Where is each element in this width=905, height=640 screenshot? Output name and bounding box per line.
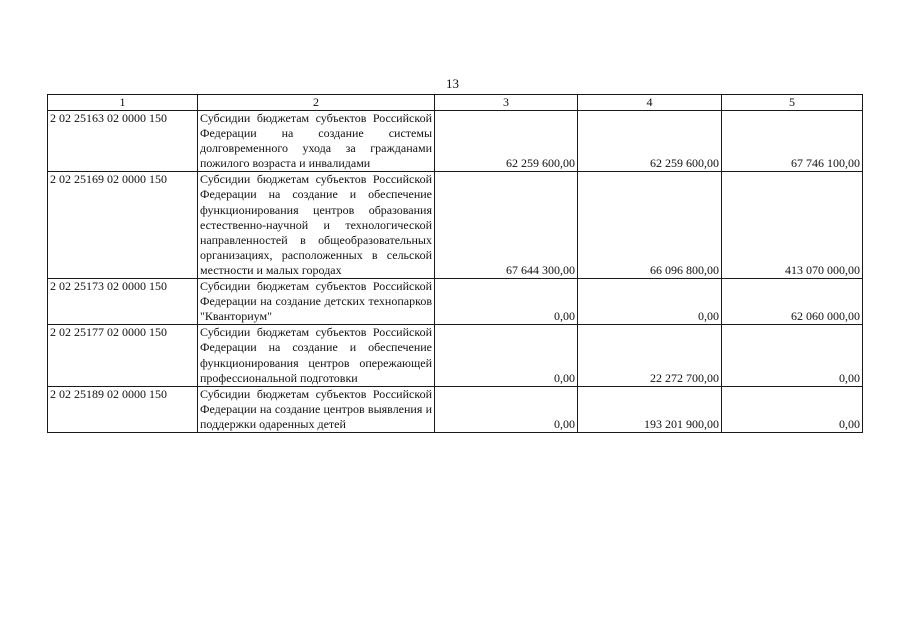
page-number: 13 [446, 76, 459, 91]
column-header-1: 1 [48, 95, 198, 111]
amount-col5-cell: 62 060 000,00 [722, 279, 863, 325]
column-header-4: 4 [578, 95, 722, 111]
amount-col4-cell: 66 096 800,00 [578, 172, 722, 279]
budget-table [47, 94, 863, 433]
table-row [48, 386, 863, 432]
amount-col4-cell: 0,00 [578, 279, 722, 325]
description-cell: Субсидии бюджетам субъектов Российской Федерации на создание центров выявления и поддержки одаренных детей [198, 386, 435, 432]
description-cell: Субсидии бюджетам субъектов Российской Федерации на создание детских технопарков "Кванториум" [198, 279, 435, 325]
amount-col5-cell: 67 746 100,00 [722, 111, 863, 172]
amount-col3-cell: 0,00 [435, 325, 578, 386]
column-header-3: 3 [435, 95, 578, 111]
amount-col4-cell: 193 201 900,00 [578, 386, 722, 432]
table-row [48, 325, 863, 386]
amount-col4-cell: 62 259 600,00 [578, 111, 722, 172]
column-header-5: 5 [722, 95, 863, 111]
amount-col3-cell: 0,00 [435, 279, 578, 325]
amount-col3-cell: 67 644 300,00 [435, 172, 578, 279]
table-row [48, 279, 863, 325]
table-row [48, 111, 863, 172]
budget-code-cell: 2 02 25169 02 0000 150 [48, 172, 198, 279]
description-cell: Субсидии бюджетам субъектов Российской Федерации на создание системы долговременного ухода за гражданами пожилого возраста и инвалидами [198, 111, 435, 172]
header-row [48, 95, 863, 111]
budget-code-cell: 2 02 25189 02 0000 150 [48, 386, 198, 432]
description-cell: Субсидии бюджетам субъектов Российской Федерации на создание и обеспечение функционирования центров опережающей профессиональной подготовки [198, 325, 435, 386]
amount-col5-cell: 413 070 000,00 [722, 172, 863, 279]
amount-col5-cell: 0,00 [722, 386, 863, 432]
amount-col3-cell: 62 259 600,00 [435, 111, 578, 172]
table-row [48, 172, 863, 279]
amount-col4-cell: 22 272 700,00 [578, 325, 722, 386]
amount-col3-cell: 0,00 [435, 386, 578, 432]
column-header-2: 2 [198, 95, 435, 111]
budget-code-cell: 2 02 25173 02 0000 150 [48, 279, 198, 325]
budget-code-cell: 2 02 25163 02 0000 150 [48, 111, 198, 172]
budget-code-cell: 2 02 25177 02 0000 150 [48, 325, 198, 386]
description-cell: Субсидии бюджетам субъектов Российской Федерации на создание и обеспечение функционирования центров образования естественно-научной и технологической направленностей в общеобразовательных организациях, расположенных в сельской местности и малых городах [198, 172, 435, 279]
amount-col5-cell: 0,00 [722, 325, 863, 386]
